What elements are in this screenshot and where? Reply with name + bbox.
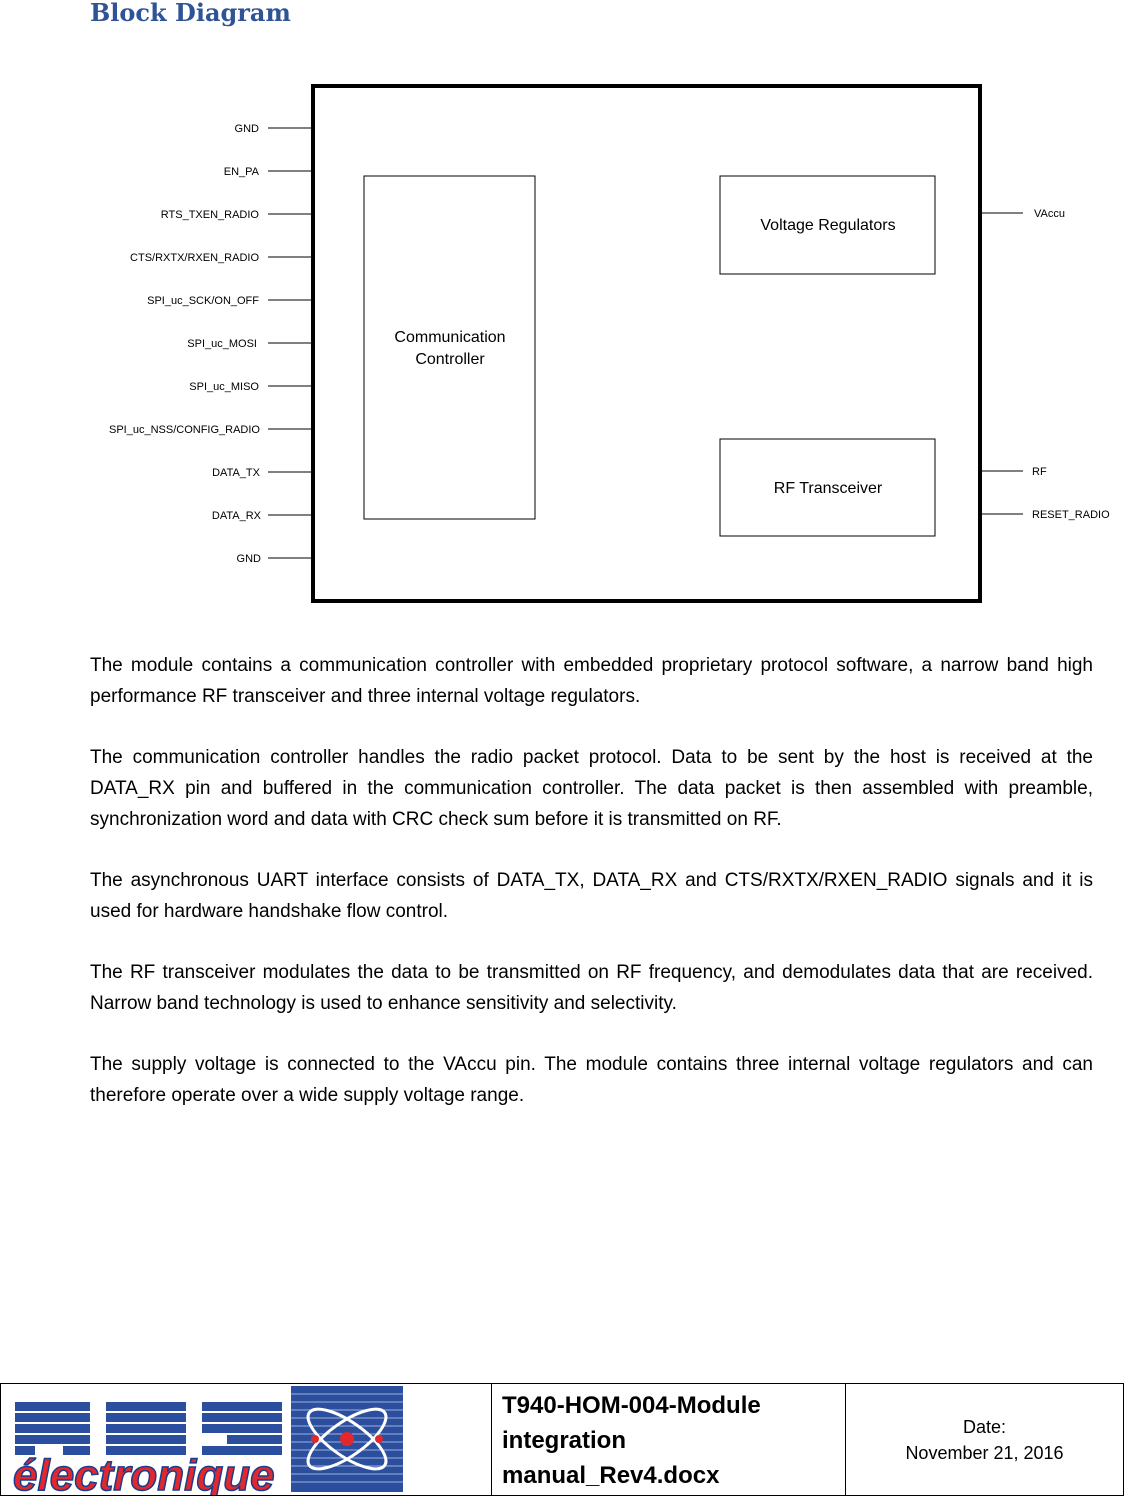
paragraph-uart: The asynchronous UART interface consists of DATA_TX, DATA_RX and CTS/RXTX/RXEN_RADIO signals and it is used for hardware handshake flow control.	[90, 870, 1093, 922]
pin-spi-miso	[189, 381, 313, 393]
paragraph-controller: The communication controller handles the radio packet protocol. Data to be sent by the host is received at the DATA_RX pin and buffered in the communication controller. The data packet is then assembled with preamble, synchronization word and data with CRC check sum before it is transmitted on RF.	[90, 747, 1093, 830]
svg-text:RTS_TXEN_RADIO: RTS_TXEN_RADIO	[160, 209, 259, 221]
atom-emblem-icon	[291, 1386, 403, 1492]
paragraph-overview: The module contains a communication controller with embedded proprietary protocol software, a narrow band high performance RF transceiver and three internal voltage regulators.	[90, 655, 1093, 707]
pin-reset-radio	[980, 509, 1110, 521]
svg-text:VAccu: VAccu	[1034, 208, 1065, 220]
pin-spi-nss-config-radio	[109, 424, 313, 436]
svg-text:CTS/RXTX/RXEN_RADIO: CTS/RXTX/RXEN_RADIO	[130, 252, 259, 264]
rf-transceiver-block	[720, 439, 935, 536]
document-title: T940-HOM-004-Module integration manual_Rev4.docx	[492, 1384, 846, 1495]
svg-text:Controller: Controller	[415, 351, 485, 368]
logo-letters	[15, 1402, 282, 1455]
logo-text: électronique	[13, 1451, 275, 1495]
pin-spi-sck-on-off	[147, 295, 313, 307]
svg-text:Voltage Regulators: Voltage Regulators	[760, 217, 896, 234]
pin-vaccu	[980, 208, 1065, 220]
pin-rf	[980, 466, 1047, 478]
pin-cts-rxtx-rxen-radio	[130, 252, 313, 264]
svg-text:GND: GND	[234, 123, 259, 135]
pin-gnd-top	[235, 123, 313, 135]
pin-data-rx	[212, 510, 313, 522]
body-text	[90, 650, 1093, 1141]
pin-data-tx	[212, 467, 313, 479]
svg-text:DATA_TX: DATA_TX	[212, 467, 260, 479]
right-pins	[980, 208, 1110, 521]
pin-gnd-bottom	[237, 553, 313, 565]
date-label: Date:	[962, 1417, 1007, 1437]
section-heading: Block Diagram	[90, 0, 291, 27]
svg-text:GND: GND	[236, 553, 261, 565]
pin-en-pa	[224, 166, 313, 178]
left-pins	[109, 123, 313, 565]
svg-text:EN_PA: EN_PA	[223, 166, 259, 178]
paragraph-supply-voltage: The supply voltage is connected to the VAccu pin. The module contains three internal voltage regulators and can therefore operate over a wide supply voltage range.	[90, 1054, 1093, 1106]
svg-text:DATA_RX: DATA_RX	[211, 510, 261, 522]
voltage-regulators-block	[720, 176, 935, 274]
pin-rts-txen-radio	[161, 209, 313, 221]
svg-text:Communication: Communication	[394, 329, 506, 346]
svg-text:RESET_RADIO: RESET_RADIO	[1032, 509, 1110, 521]
communication-controller-block	[364, 176, 535, 519]
pin-spi-mosi	[187, 338, 313, 350]
svg-text:SPI_uc_SCK/ON_OFF: SPI_uc_SCK/ON_OFF	[147, 295, 259, 307]
svg-text:SPI_uc_NSS/CONFIG_RADIO: SPI_uc_NSS/CONFIG_RADIO	[109, 424, 260, 436]
svg-text:RF: RF	[1032, 466, 1047, 478]
svg-text:SPI_uc_MISO: SPI_uc_MISO	[189, 381, 259, 393]
svg-text:SPI_uc_MOSI: SPI_uc_MOSI	[187, 338, 257, 350]
svg-text:RF Transceiver: RF Transceiver	[773, 480, 883, 497]
block-diagram	[0, 60, 1124, 620]
paragraph-rf-transceiver: The RF transceiver modulates the data to be transmitted on RF frequency, and demodulates data that are received. Narrow band technology is used to enhance sensitivity and selectivity.	[90, 962, 1093, 1014]
date-cell	[846, 1384, 1123, 1495]
company-logo	[1, 1384, 492, 1495]
page-footer	[0, 1383, 1124, 1496]
date-value: November 21, 2016	[905, 1443, 1064, 1463]
